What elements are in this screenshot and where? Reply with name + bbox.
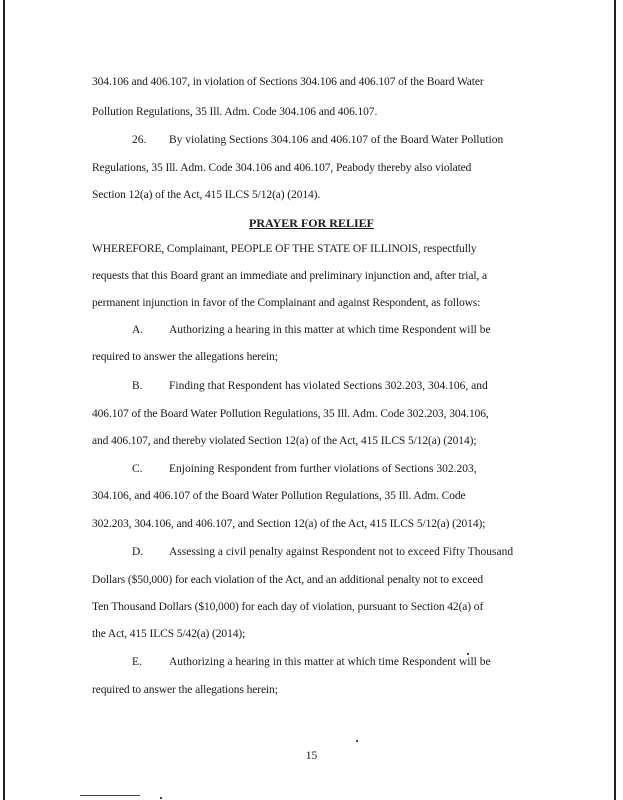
body-line: and 406.107, and thereby violated Section 12(a) of the Act, 415 ILCS 5/12(a) (2014); xyxy=(92,435,477,447)
body-line: Ten Thousand Dollars ($10,000) for each day of violation, pursuant to Section 42(a) of xyxy=(92,601,484,613)
body-line: 406.107 of the Board Water Pollution Regulations, 35 Ill. Adm. Code 302.203, 304.106, xyxy=(92,408,489,420)
body-line: 304.106, and 406.107 of the Board Water Pollution Regulations, 35 Ill. Adm. Code xyxy=(92,490,466,502)
body-line: Section 12(a) of the Act, 415 ILCS 5/12(a) (2014). xyxy=(92,189,321,201)
item-letter: E. xyxy=(132,656,142,668)
item-letter: B. xyxy=(132,380,143,392)
paragraph-first-line: By violating Sections 304.106 and 406.107 of the Board Water Pollution xyxy=(169,134,504,146)
body-line: required to answer the allegations herein; xyxy=(92,351,278,363)
section-heading: PRAYER FOR RELIEF xyxy=(249,216,374,230)
item-letter: C. xyxy=(132,463,143,475)
scan-edge-left xyxy=(3,0,5,800)
body-line: requests that this Board grant an immediate and preliminary injunction and, after trial, a xyxy=(92,270,487,282)
item-first-line: Authorizing a hearing in this matter at which time Respondent will be xyxy=(169,656,491,668)
body-line: WHEREFORE, Complainant, PEOPLE OF THE STATE OF ILLINOIS, respectfully xyxy=(92,243,477,255)
scan-edge-right xyxy=(614,0,616,800)
body-line: Dollars ($50,000) for each violation of the Act, and an additional penalty not to exceed xyxy=(92,574,484,586)
item-first-line: Enjoining Respondent from further violations of Sections 302.203, xyxy=(169,463,477,475)
body-line: 304.106 and 406.107, in violation of Sections 304.106 and 406.107 of the Board Water xyxy=(92,76,484,88)
item-first-line: Authorizing a hearing in this matter at which time Respondent will be xyxy=(169,324,491,336)
page-number: 15 xyxy=(305,750,318,762)
item-first-line: Finding that Respondent has violated Sections 302.203, 304.106, and xyxy=(169,380,488,392)
item-first-line: Assessing a civil penalty against Respondent not to exceed Fifty Thousand xyxy=(169,546,514,558)
scan-speck xyxy=(467,653,469,655)
paragraph-number: 26. xyxy=(132,134,147,146)
scan-speck xyxy=(356,740,358,742)
item-letter: D. xyxy=(132,546,144,558)
scan-speck xyxy=(160,797,162,799)
body-line: Pollution Regulations, 35 Ill. Adm. Code 304.106 and 406.107. xyxy=(92,106,378,118)
body-line: Regulations, 35 Ill. Adm. Code 304.106 and 406.107, Peabody thereby also violated xyxy=(92,162,472,174)
scan-streak xyxy=(80,795,140,796)
body-line: permanent injunction in favor of the Complainant and against Respondent, as follows: xyxy=(92,297,481,309)
body-line: required to answer the allegations herein; xyxy=(92,684,278,696)
body-line: the Act, 415 ILCS 5/42(a) (2014); xyxy=(92,628,246,640)
item-letter: A. xyxy=(132,324,144,336)
body-line: 302.203, 304.106, and 406.107, and Section 12(a) of the Act, 415 ILCS 5/12(a) (2014); xyxy=(92,518,486,530)
